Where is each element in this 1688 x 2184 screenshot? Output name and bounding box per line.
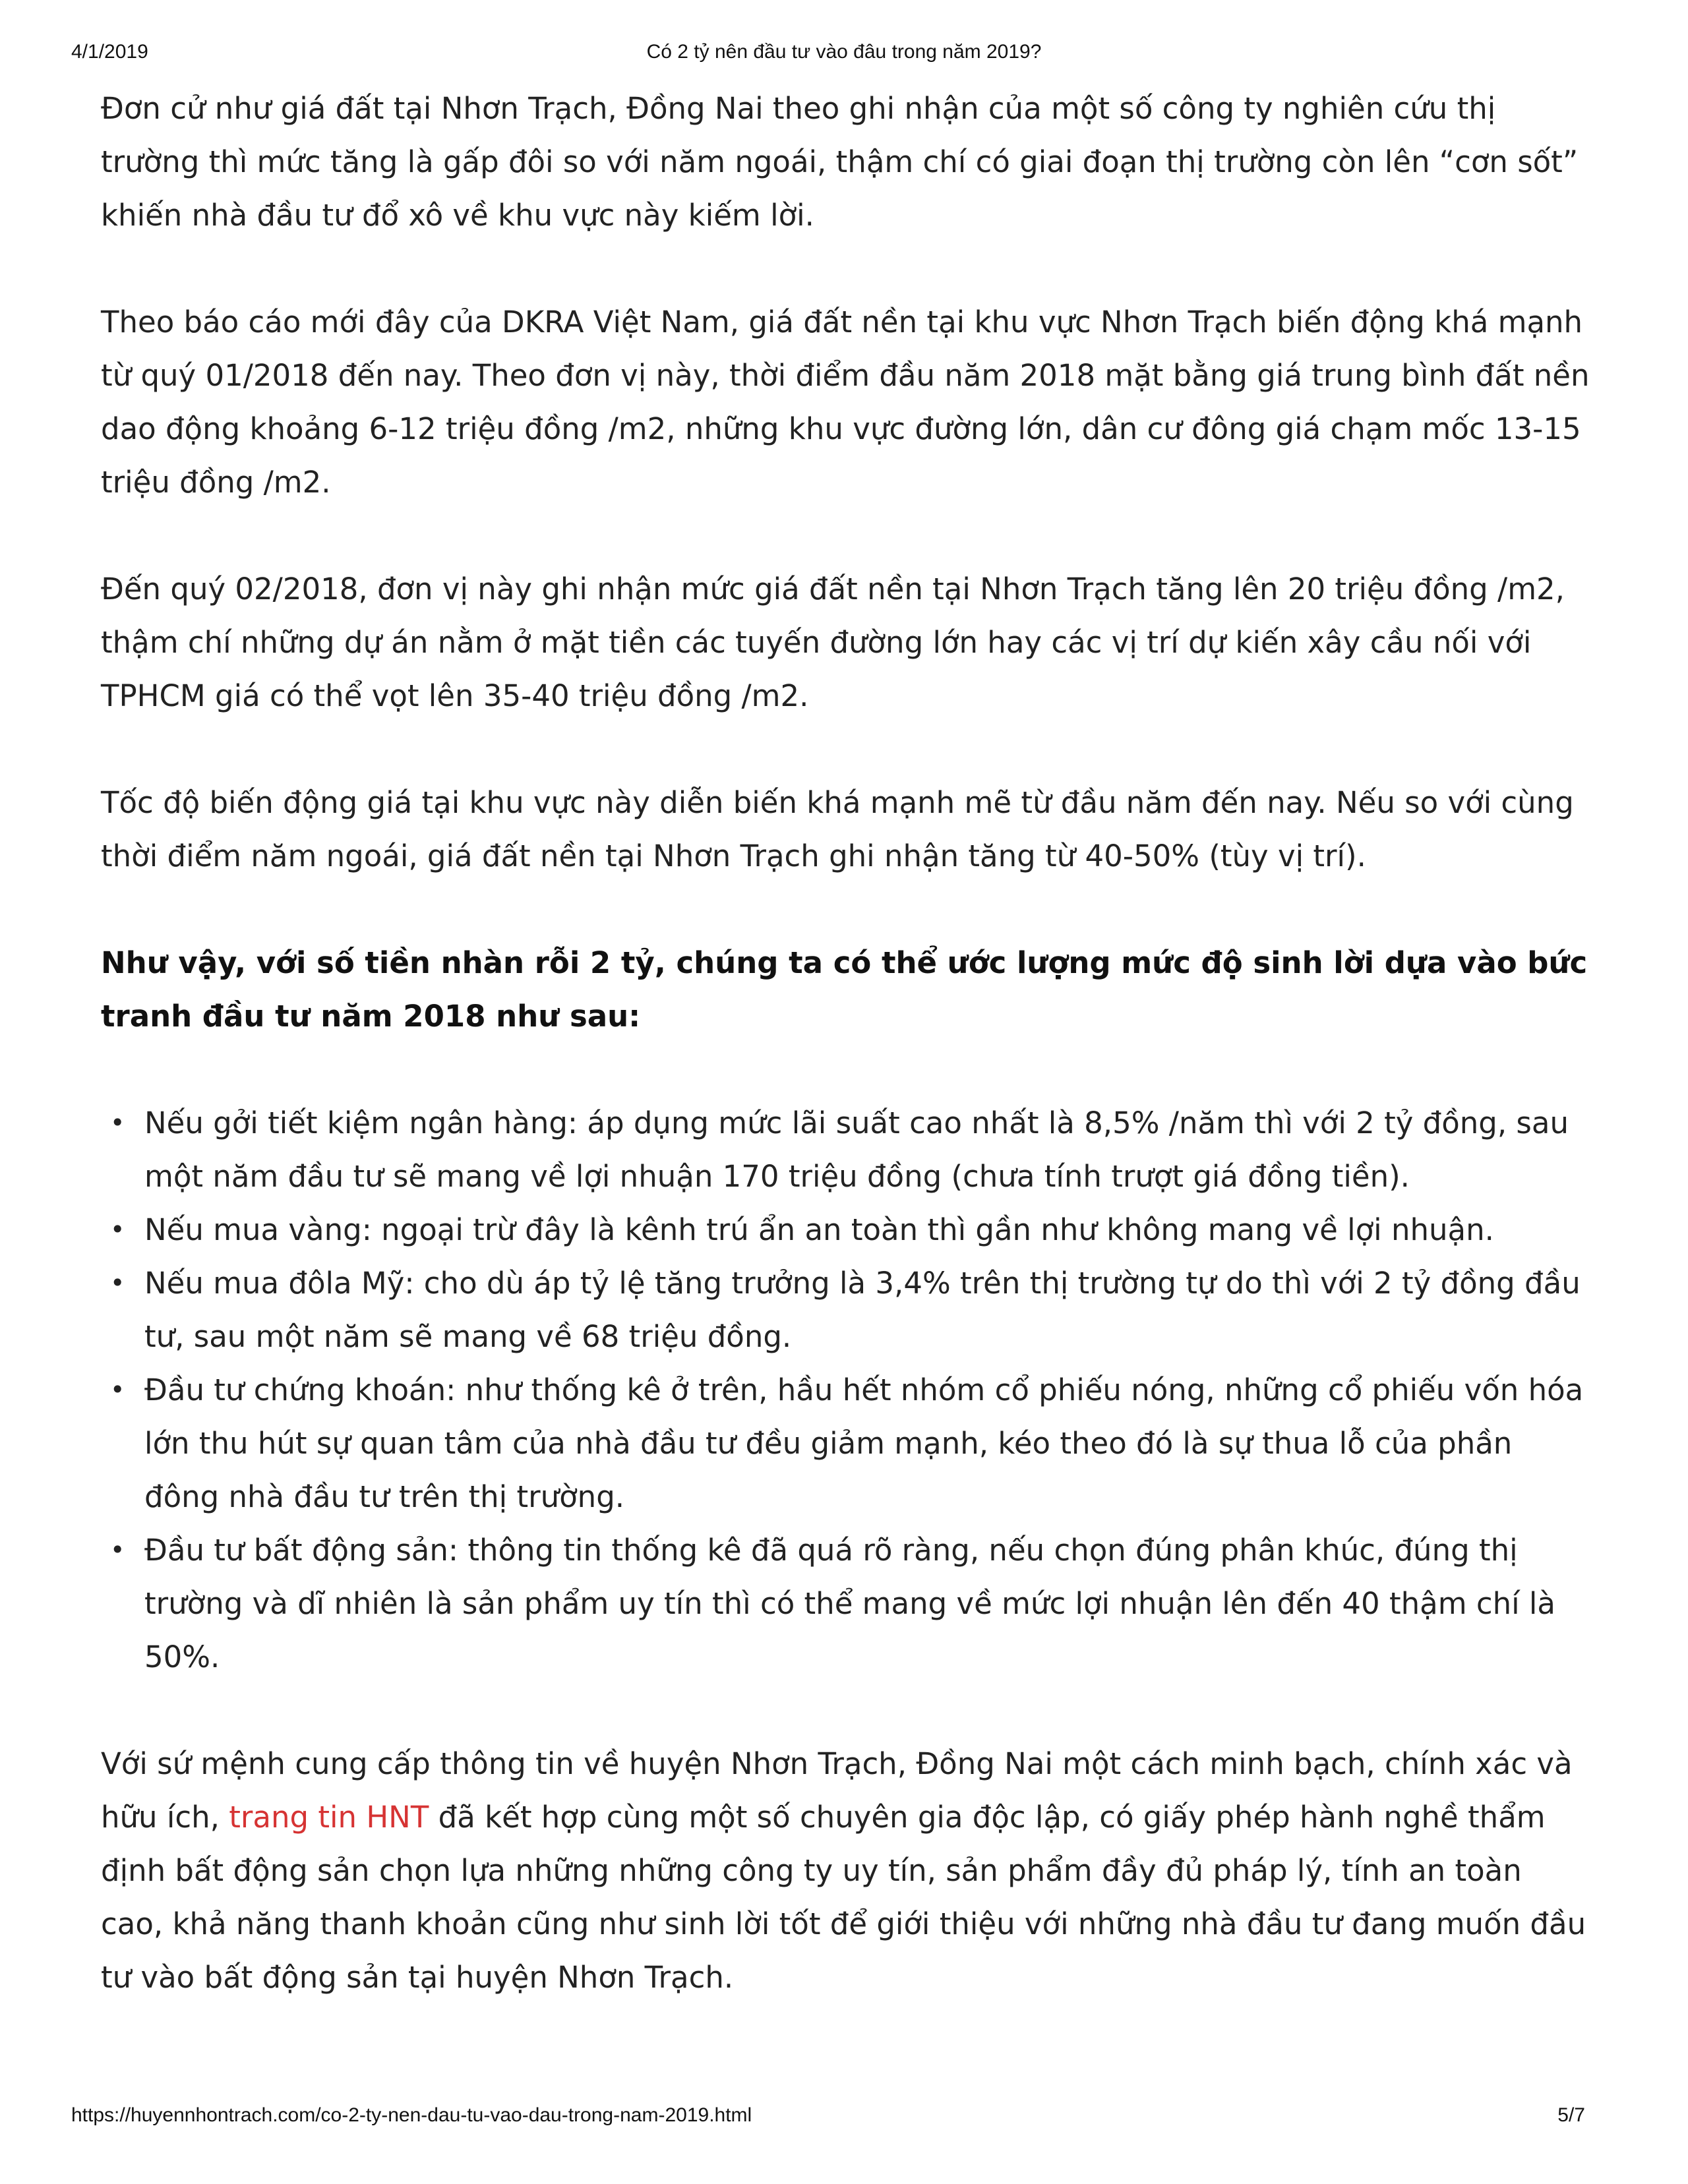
list-item-text: Nếu mua vàng: ngoại trừ đây là kênh trú ẩn an toàn thì gần như không mang về lợi nhuận. — [144, 1212, 1494, 1247]
paragraph: Đến quý 02/2018, đơn vị này ghi nhận mức giá đất nền tại Nhơn Trạch tăng lên 20 triệu đồng /m2, thậm chí những dự án nằm ở mặt tiền các tuyến đường lớn hay các vị trí dự kiến xây cầu nối với TPHCM giá có thể vọt lên 35-40 triệu đồng /m2. — [101, 572, 1565, 713]
bullet-icon: • — [110, 1535, 125, 1564]
list-item — [110, 1096, 1591, 1203]
list-item-text: Đầu tư chứng khoán: như thống kê ở trên, hầu hết nhóm cổ phiếu nóng, những cổ phiếu vốn hóa lớn thu hút sự quan tâm của nhà đầu tư đều giảm mạnh, kéo theo đó là sự thua lỗ của phần đông nhà đầu tư trên thị trường. — [144, 1372, 1584, 1514]
bullet-icon: • — [110, 1108, 125, 1137]
list-item-text: Nếu mua đôla Mỹ: cho dù áp tỷ lệ tăng trưởng là 3,4% trên thị trường tự do thì với 2 tỷ đồng đầu tư, sau một năm sẽ mang về 68 triệu đồng. — [144, 1266, 1581, 1354]
list-item — [110, 1203, 1591, 1256]
closing-paragraph — [101, 1737, 1591, 2004]
investment-options-list — [101, 1096, 1591, 1684]
document-title: Có 2 tỷ nên đầu tư vào đâu trong năm 2019? — [646, 41, 1042, 63]
bullet-icon: • — [110, 1268, 125, 1297]
list-item-text: Nếu gởi tiết kiệm ngân hàng: áp dụng mức lãi suất cao nhất là 8,5% /năm thì với 2 tỷ đồng, sau một năm đầu tư sẽ mang về lợi nhuận 170 triệu đồng (chưa tính trượt giá đồng tiền). — [144, 1106, 1569, 1194]
list-item — [110, 1256, 1591, 1363]
paragraph: Tốc độ biến động giá tại khu vực này diễn biến khá mạnh mẽ từ đầu năm đến nay. Nếu so với cùng thời điểm năm ngoái, giá đất nền tại Nhơn Trạch ghi nhận tăng từ 40-50% (tùy vị trí). — [101, 785, 1574, 873]
print-date: 4/1/2019 — [71, 41, 148, 63]
list-item — [110, 1363, 1591, 1523]
paragraph: Đơn cử như giá đất tại Nhơn Trạch, Đồng Nai theo ghi nhận của một số công ty nghiên cứu thị trường thì mức tăng là gấp đôi so với năm ngoái, thậm chí có giai đoạn thị trường còn lên “cơn sốt” khiến nhà đầu tư đổ xô về khu vực này kiếm lời. — [101, 91, 1579, 233]
hnt-site-link[interactable]: trang tin HNT — [229, 1800, 429, 1835]
bold-heading: Như vậy, với số tiền nhàn rỗi 2 tỷ, chúng ta có thể ước lượng mức độ sinh lời dựa vào bức tranh đầu tư năm 2018 như sau: — [101, 945, 1588, 1034]
list-item-text: Đầu tư bất động sản: thông tin thống kê đã quá rõ ràng, nếu chọn đúng phân khúc, đúng thị trường và dĩ nhiên là sản phẩm uy tín thì có thể mang về mức lợi nhuận lên đến 40 thậm chí là 50%. — [144, 1533, 1555, 1674]
print-header — [71, 41, 1617, 67]
bullet-icon: • — [110, 1375, 125, 1404]
page-number: 5/7 — [1557, 2104, 1585, 2126]
print-footer — [71, 2104, 1617, 2131]
closing-text: đã kết hợp cùng một số chuyên gia độc lập, có giấy phép hành nghề thẩm định bất động sản chọn lựa những những công ty uy tín, sản phẩm đầy đủ pháp lý, tính an toàn cao, khả năng thanh khoản cũng như sinh lời tốt để giới thiệu với những nhà đầu tư đang muốn đầu tư vào bất động sản tại huyện Nhơn Trạch. — [101, 1800, 1586, 1995]
paragraph: Theo báo cáo mới đây của DKRA Việt Nam, giá đất nền tại khu vực Nhơn Trạch biến động khá mạnh từ quý 01/2018 đến nay. Theo đơn vị này, thời điểm đầu năm 2018 mặt bằng giá trung bình đất nền dao động khoảng 6-12 triệu đồng /m2, những khu vực đường lớn, dân cư đông giá chạm mốc 13-15 triệu đồng /m2. — [101, 305, 1590, 500]
list-item — [110, 1523, 1591, 1684]
bullet-icon: • — [110, 1215, 125, 1244]
closing-text: Với sứ mệnh cung cấp thông tin về huyện Nhơn Trạch, Đồng Nai một cách minh bạch, chính xác và hữu ích, — [101, 1746, 1573, 1835]
page-url: https://huyennhontrach.com/co-2-ty-nen-dau-tu-vao-dau-trong-nam-2019.html — [71, 2104, 752, 2126]
article-content — [101, 82, 1591, 2057]
